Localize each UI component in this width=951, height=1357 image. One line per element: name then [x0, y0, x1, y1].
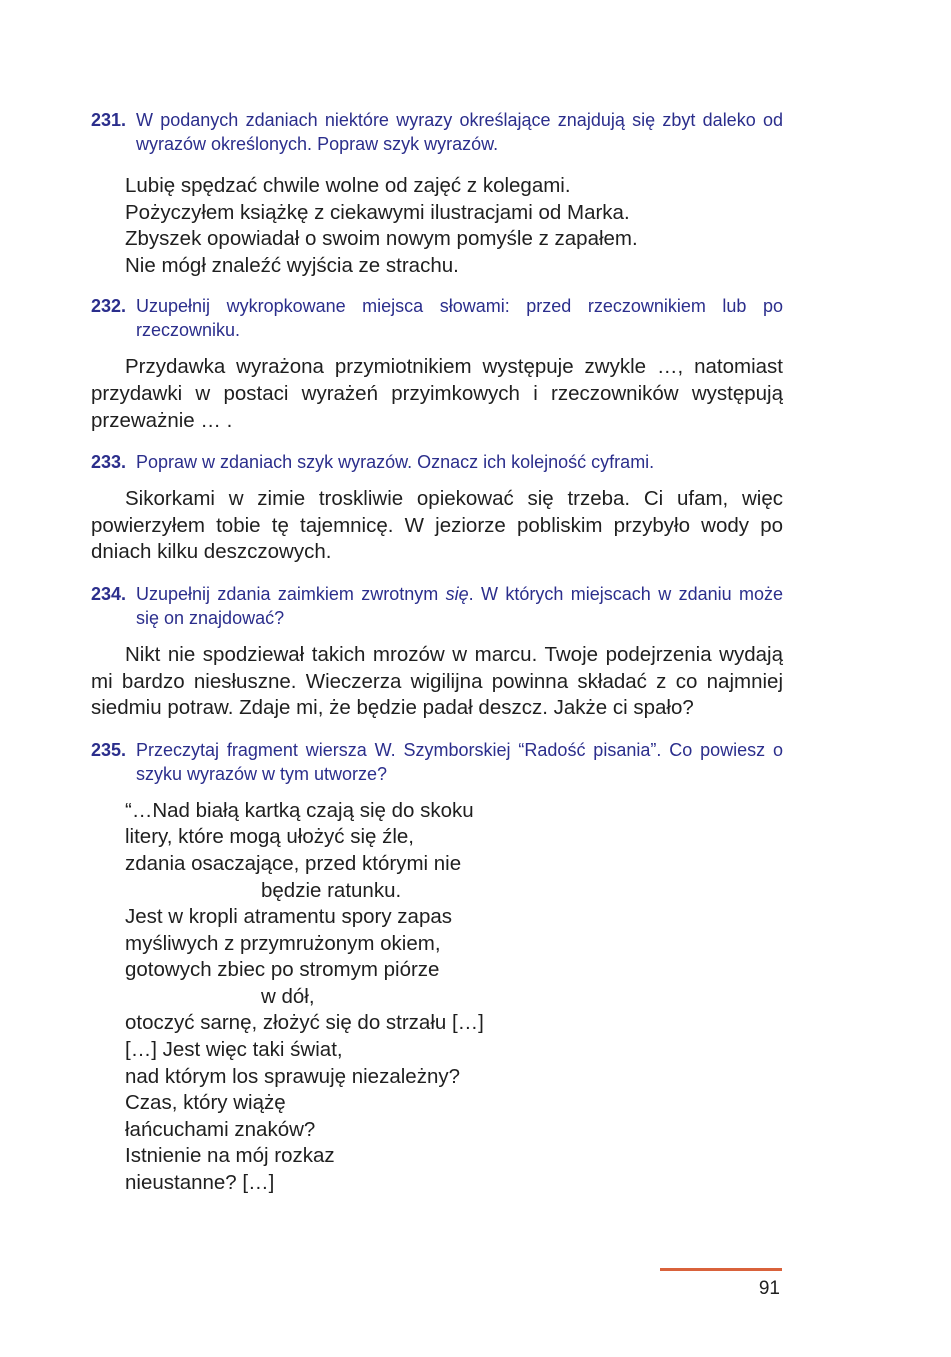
task-231-instruction — [91, 108, 783, 156]
page-content — [91, 108, 783, 1197]
task-235-instruction — [91, 738, 783, 786]
poem-line: Jest w kropli atramentu spory zapas — [125, 905, 452, 929]
task-instruction: W podanych zdaniach niektóre wyrazy określające znajdują się zbyt daleko od wyrazów określonych. Popraw szyk wyrazów. — [136, 110, 783, 154]
task-number: 235. — [91, 739, 127, 760]
sentence: Lubię spędzać chwile wolne od zajęć z kolegami. — [125, 174, 571, 197]
instruction-emphasis: się — [445, 583, 469, 604]
poem-line: będzie ratunku. — [261, 878, 402, 902]
poem-line: łańcuchami znaków? — [125, 1117, 316, 1141]
footer-divider — [660, 1268, 782, 1271]
sentence: Zbyszek opowiadał o swoim nowym pomyśle z zapałem. — [125, 227, 638, 251]
task-233-paragraph: Sikorkami w zimie troskliwie opiekować się trzeba. Ci ufam, więc powierzyłem tobie tę tajemnicę. W jeziorze pobliskim przybyło wody po dniach kilku deszczowych. — [91, 487, 783, 564]
poem-line: otoczyć sarnę, złożyć się do strzału […] — [125, 1011, 484, 1035]
poem-line: nieustanne? […] — [125, 1171, 275, 1195]
task-232-instruction — [91, 294, 783, 342]
page-number: 91 — [758, 1278, 780, 1299]
poem-line: Istnienie na mój rozkaz — [125, 1144, 335, 1168]
poem-line: w dół, — [261, 984, 315, 1008]
task-232-paragraph: Przydawka wyrażona przymiotnikiem występuje zwykle …, natomiast przydawki w postaci wyrażeń przyimkowych i rzeczowników występują przeważnie … . — [91, 355, 783, 432]
poem-line: gotowych zbiec po stromym piórze — [125, 958, 440, 982]
task-number: 234. — [91, 583, 127, 604]
task-234-paragraph: Nikt nie spodziewał takich mrozów w marcu. Twoje podejrzenia wydają mi bardzo niesłuszne. Wieczerza wigilijna powinna składać z co najmniej siedmiu potraw. Zdaje mi, że będzie padał deszcz. Jakże ci spało? — [91, 642, 783, 720]
instruction-text: Uzupełnij zdania zaimkiem zwrotnym — [136, 583, 446, 604]
task-number: 232. — [91, 296, 127, 317]
sentence: Pożyczyłem książkę z ciekawymi ilustracjami od Marka. — [125, 200, 630, 224]
poem-line: zdania osaczające, przed którymi nie — [125, 851, 462, 875]
task-instruction: Uzupełnij wykropkowane miejsca słowami: przed rzeczownikiem lub po rzeczowniku. — [136, 296, 783, 341]
task-number: 233. — [91, 452, 127, 473]
instruction-text: . W których miejscach w zdaniu może się on znajdować? — [136, 583, 784, 628]
task-instruction: Przeczytaj fragment wiersza W. Szymborskiej “Radość pisania”. Co powiesz o szyku wyrazów w tym utworze? — [136, 739, 783, 784]
poem-line: nad którym los sprawuję niezależny? — [125, 1064, 460, 1088]
poem-line: […] Jest więc taki świat, — [125, 1038, 343, 1062]
task-number: 231. — [91, 110, 127, 130]
poem-line: “…Nad białą kartką czają się do skoku — [125, 798, 474, 822]
poem-fragment — [91, 798, 783, 1197]
task-instruction — [136, 582, 783, 630]
task-234-instruction — [91, 582, 783, 630]
sentence: Nie mógł znaleźć wyjścia ze strachu. — [125, 253, 459, 277]
task-231-sentences — [91, 173, 783, 279]
task-instruction: Popraw w zdaniach szyk wyrazów. Oznacz ich kolejność cyframi. — [136, 452, 655, 473]
task-233-instruction — [91, 450, 783, 474]
poem-line: Czas, który wiążę — [125, 1091, 286, 1115]
poem-line: myśliwych z przymrużonym okiem, — [125, 931, 441, 955]
poem-line: litery, które mogą ułożyć się źle, — [125, 825, 415, 849]
